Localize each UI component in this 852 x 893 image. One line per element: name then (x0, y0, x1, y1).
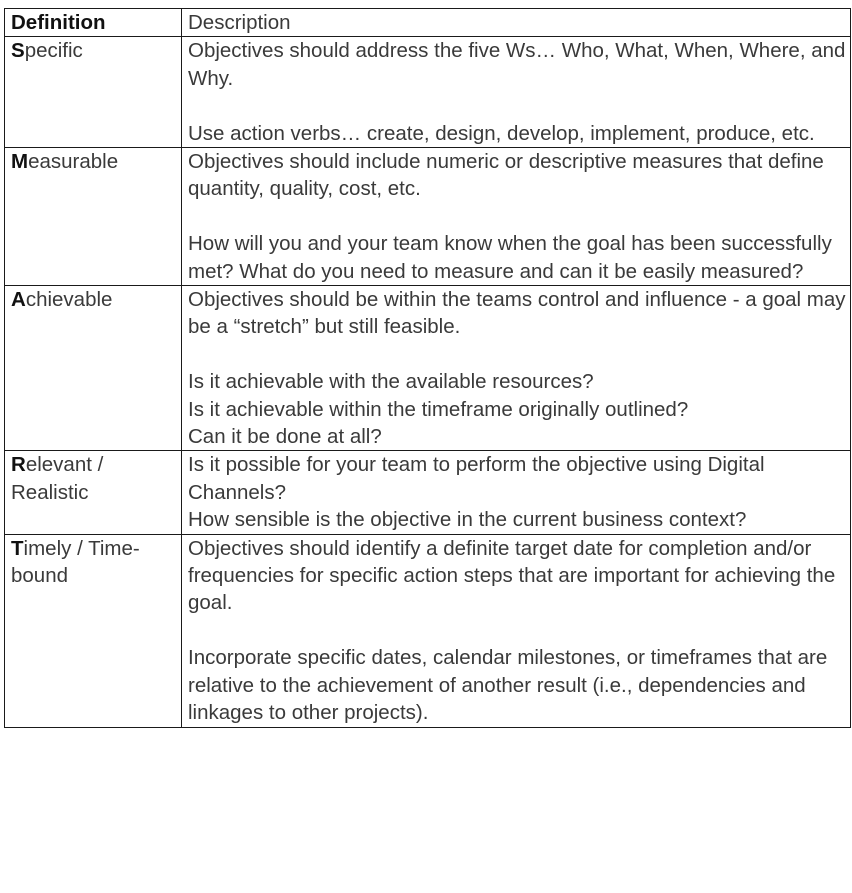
definition-cell (5, 451, 182, 534)
description-text: Incorporate specific dates, calendar milestones, or timeframes that are relative to the achievement of another result (i.e., dependencies and linkages to other projects). (188, 646, 828, 725)
definition-term: elevant / Realistic (11, 453, 104, 504)
description-text: Is it achievable with the available resources? (188, 370, 594, 394)
definition-term: easurable (28, 150, 119, 174)
table-row (5, 286, 851, 451)
description-header: Description (182, 9, 851, 37)
description-text: Objectives should address the five Ws… Who, What, When, Where, and Why. (188, 39, 846, 90)
description-text: Objectives should include numeric or descriptive measures that define quantity, quality, cost, etc. (188, 150, 824, 201)
description-text: How will you and your team know when the goal has been successfully met? What do you need to measure and can it be easily measured? (188, 232, 832, 283)
definition-cell (5, 286, 182, 451)
definition-initial: M (11, 150, 29, 174)
definition-initial: R (11, 453, 26, 477)
description-text: Can it be done at all? (188, 425, 382, 449)
definition-cell (5, 148, 182, 286)
definition-initial: A (11, 288, 26, 312)
description-text: Is it possible for your team to perform the objective using Digital Channels? (188, 453, 765, 504)
definition-header: Definition (5, 9, 182, 37)
definition-term: chievable (25, 288, 113, 312)
definition-initial: T (11, 536, 24, 560)
description-text: Is it achievable within the timeframe originally outlined? (188, 397, 689, 421)
paragraph-gap (188, 341, 846, 368)
description-text: How sensible is the objective in the current business context? (188, 508, 747, 532)
definition-cell (5, 534, 182, 727)
paragraph-gap (188, 617, 846, 644)
smart-goals-table (4, 8, 851, 728)
table-row (5, 148, 851, 286)
description-cell (182, 37, 851, 148)
definition-term: imely / Time-bound (11, 536, 140, 588)
table-row (5, 37, 851, 148)
table-row (5, 534, 851, 727)
description-text: Use action verbs… create, design, develop, implement, produce, etc. (188, 121, 815, 145)
description-cell (182, 286, 851, 451)
description-text: Objectives should identify a definite target date for completion and/or frequencies for specific action steps that are important for achieving the goal. (188, 536, 836, 615)
definition-initial: S (11, 39, 25, 63)
table-row (5, 451, 851, 534)
description-cell (182, 451, 851, 534)
definition-cell (5, 37, 182, 148)
definition-term: pecific (24, 39, 83, 63)
description-text: Objectives should be within the teams control and influence - a goal may be a “stretch” but still feasible. (188, 288, 846, 339)
description-cell (182, 534, 851, 727)
paragraph-gap (188, 92, 846, 119)
header-row (5, 9, 851, 37)
description-cell (182, 148, 851, 286)
paragraph-gap (188, 203, 846, 230)
